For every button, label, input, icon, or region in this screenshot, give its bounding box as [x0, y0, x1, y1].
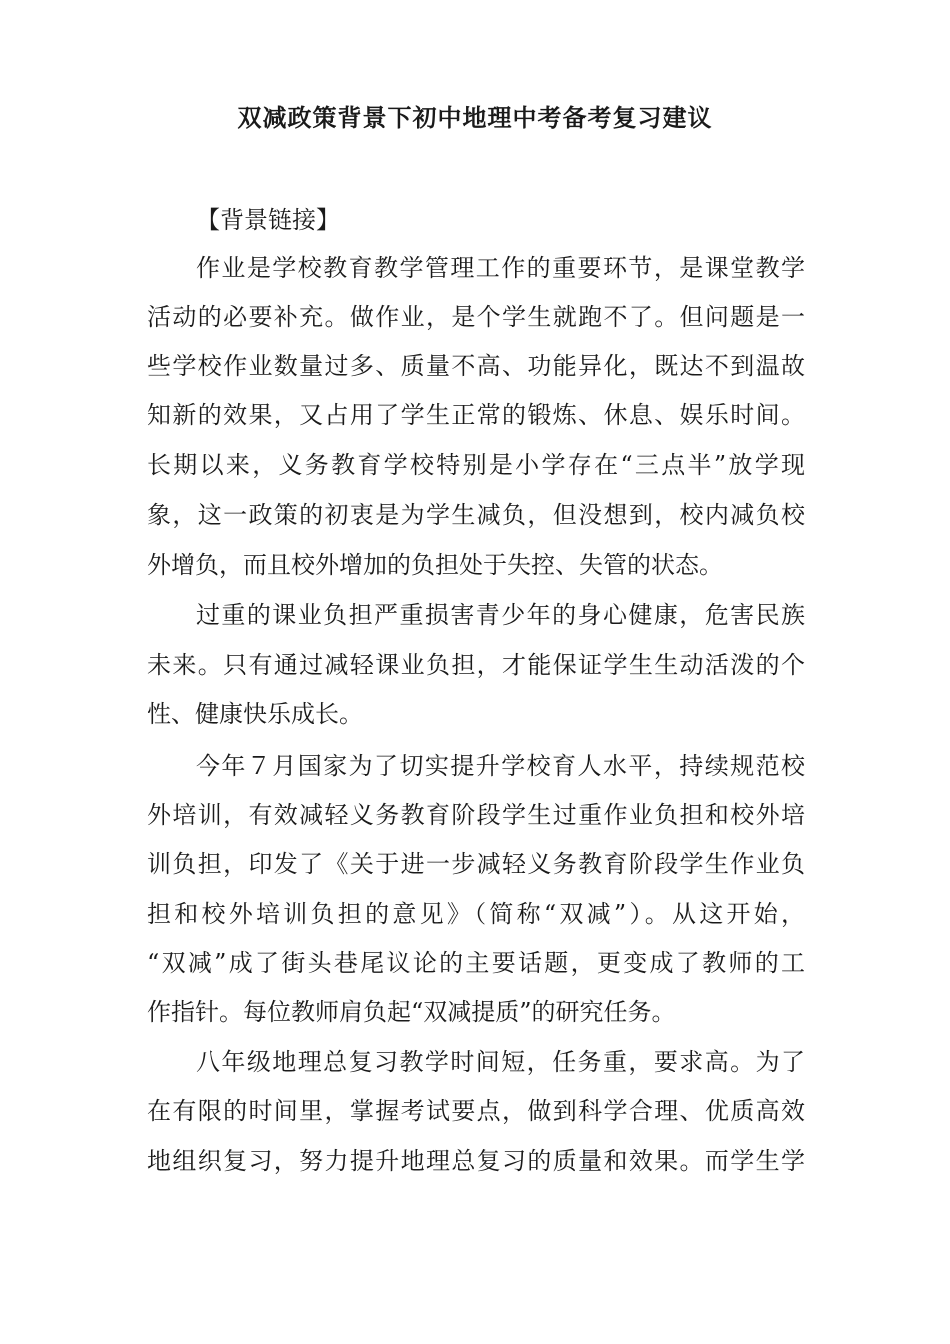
document-title: 双减政策背景下初中地理中考备考复习建议 [237, 103, 713, 132]
paragraph-line: 未来。只有通过减轻课业负担，才能保证学生生动活泼的个 [147, 651, 805, 679]
paragraph-line: 作指针。每位教师肩负起“双减提质”的研究任务。 [147, 998, 676, 1026]
paragraph-line: 作业是学校教育教学管理工作的重要环节，是课堂教学 [196, 254, 805, 282]
paragraph-line: 在有限的时间里，掌握考试要点，做到科学合理、优质高效 [147, 1097, 805, 1125]
paragraph-line: 性、健康快乐成长。 [147, 700, 363, 728]
paragraph-line: 外增负，而且校外增加的负担处于失控、失管的状态。 [147, 551, 723, 579]
paragraph-line: “双减”成了街头巷尾议论的主要话题，更变成了教师的工 [147, 949, 805, 977]
paragraph-line: 些学校作业数量过多、质量不高、功能异化，既达不到温故 [147, 352, 805, 380]
paragraph-line: 活动的必要补充。做作业，是个学生就跑不了。但问题是一 [147, 303, 805, 331]
paragraph-line: 八年级地理总复习教学时间短，任务重，要求高。为了 [196, 1048, 805, 1076]
paragraph-line: 知新的效果，又占用了学生正常的锻炼、休息、娱乐时间。 [147, 401, 805, 429]
paragraph-line: 长期以来，义务教育学校特别是小学存在“三点半”放学现 [147, 451, 805, 479]
paragraph-line: 训负担，印发了《关于进一步减轻义务教育阶段学生作业负 [147, 850, 805, 878]
paragraph-line: 外培训，有效减轻义务教育阶段学生过重作业负担和校外培 [147, 801, 805, 829]
paragraph-line: 过重的课业负担严重损害青少年的身心健康，危害民族 [196, 601, 805, 629]
paragraph-line: 今年７月国家为了切实提升学校育人水平，持续规范校 [196, 752, 805, 780]
paragraph-line: 担和校外培训负担的意见》（简称“双减”）。从这开始， [147, 900, 805, 928]
paragraph-line: 象，这一政策的初衷是为学生减负，但没想到，校内减负校 [147, 501, 805, 529]
paragraph-line: 地组织复习，努力提升地理总复习的质量和效果。而学生学 [147, 1147, 805, 1175]
section-heading: 【背景链接】 [196, 206, 340, 234]
